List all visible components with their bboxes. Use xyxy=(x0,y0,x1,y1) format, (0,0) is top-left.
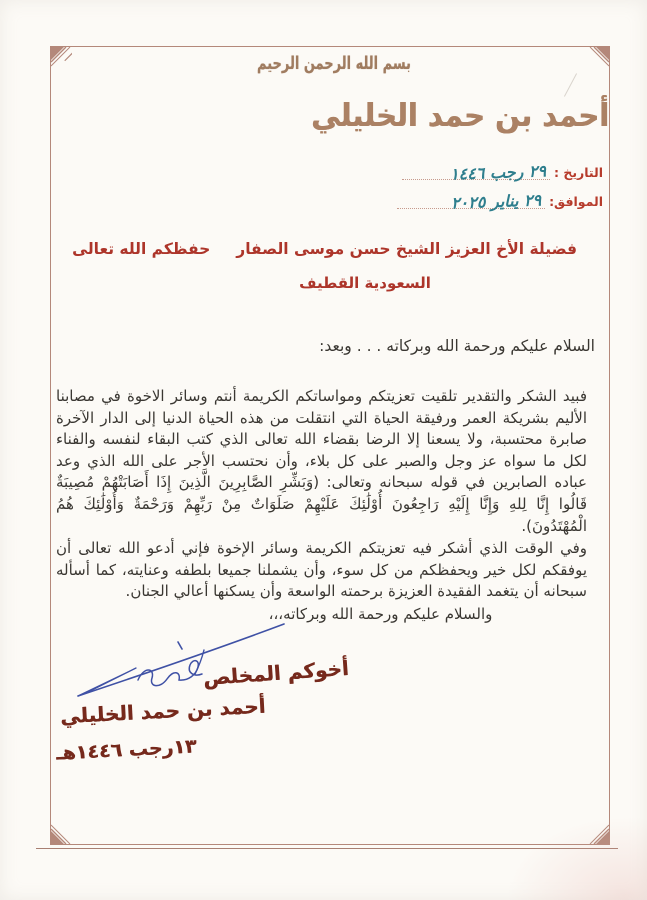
addressee-line xyxy=(72,240,577,258)
corner-ornament-icon xyxy=(50,823,72,845)
signature-name-calligraphy: أحمد بن حمد الخليلي xyxy=(59,693,267,729)
addressee-blessing: حفظكم الله تعالى xyxy=(72,240,211,258)
corner-ornament-icon xyxy=(50,46,72,68)
handwritten-gregorian-date: ٢٩ يناير ٢٠٢٥ xyxy=(450,190,542,213)
closing-salutation: والسلام عليكم ورحمة الله وبركاته،،، xyxy=(268,605,493,623)
handwritten-hijri-date: ٢٩ رجب ١٤٤٦ xyxy=(449,161,547,184)
gregorian-date-row xyxy=(388,190,603,213)
bismillah-calligraphy: بسم الله الرحمن الرحيم xyxy=(257,54,411,75)
corresponding-date-dotted-line xyxy=(397,190,545,213)
scan-smudge xyxy=(497,810,647,900)
date-dotted-line xyxy=(402,161,550,184)
date-label: التاريخ : xyxy=(553,165,603,180)
addressee-name: فضيلة الأخ العزيز الشيخ حسن موسى الصفار xyxy=(236,240,577,258)
corresponding-date-label: الموافق: xyxy=(549,194,603,209)
signature-closer-calligraphy: أخوكم المخلص xyxy=(202,655,350,691)
corner-ornament-icon xyxy=(588,46,610,68)
signature-hijri-date: ١٣رجب ١٤٤٦هـ xyxy=(55,735,198,765)
letterhead-name-calligraphy: أحمد بن حمد الخليلي xyxy=(311,97,609,134)
addressee-location: السعودية القطيف xyxy=(299,274,431,292)
hijri-date-row xyxy=(388,161,603,184)
body-paragraph-2: وفي الوقت الذي أشكر فيه تعزيتكم الكريمة وسائر الإخوة فإني أدعو الله تعالى أن يوفقكم لكل خير ويحفظكم من كل سوء، وأن يشملنا جميعا بلطفه وعنايته، كما أسأله سبحانه أن يتغمد الفقيدة العزيزة برحمته الواسعة وأن يسكنها أعالي الجنان. xyxy=(56,539,587,601)
salutation: السلام عليكم ورحمة الله وبركاته . . . وبعد: xyxy=(319,337,595,355)
body-paragraph-1: فبيد الشكر والتقدير تلقيت تعزيتكم ومواساتكم الكريمة أنتم وسائر الاخوة في مصابنا الأليم بشريكة العمر ورفيقة الحياة التي انتقلت من هذه الحياة الدنيا إلى الدار الآخرة صابرة محتسبة، ولا يسعنا إلا الرضا بقضاء الله تعالى الذي كتب البقاء لنفسه والفناء لكل ما سواه عز وجل والصبر على كل بلاء، وأن نحتسب الأجر على الله الذي وعد عباده الصابرين في قوله سبحانه وتعالى: (وَبَشِّرِ الصَّابِرِينَ الَّذِينَ إِذَا أَصَابَتْهُمْ مُصِيبَةٌ قَالُوا إِنَّا لِلهِ وَإِنَّا إِلَيْهِ رَاجِعُونَ أُوْلَٰئِكَ عَلَيْهِمْ صَلَوَاتٌ مِنْ رَبِّهِمْ وَرَحْمَةٌ وَأُوْلَٰئِكَ هُمُ الْمُهْتَدُونَ). xyxy=(56,387,587,535)
